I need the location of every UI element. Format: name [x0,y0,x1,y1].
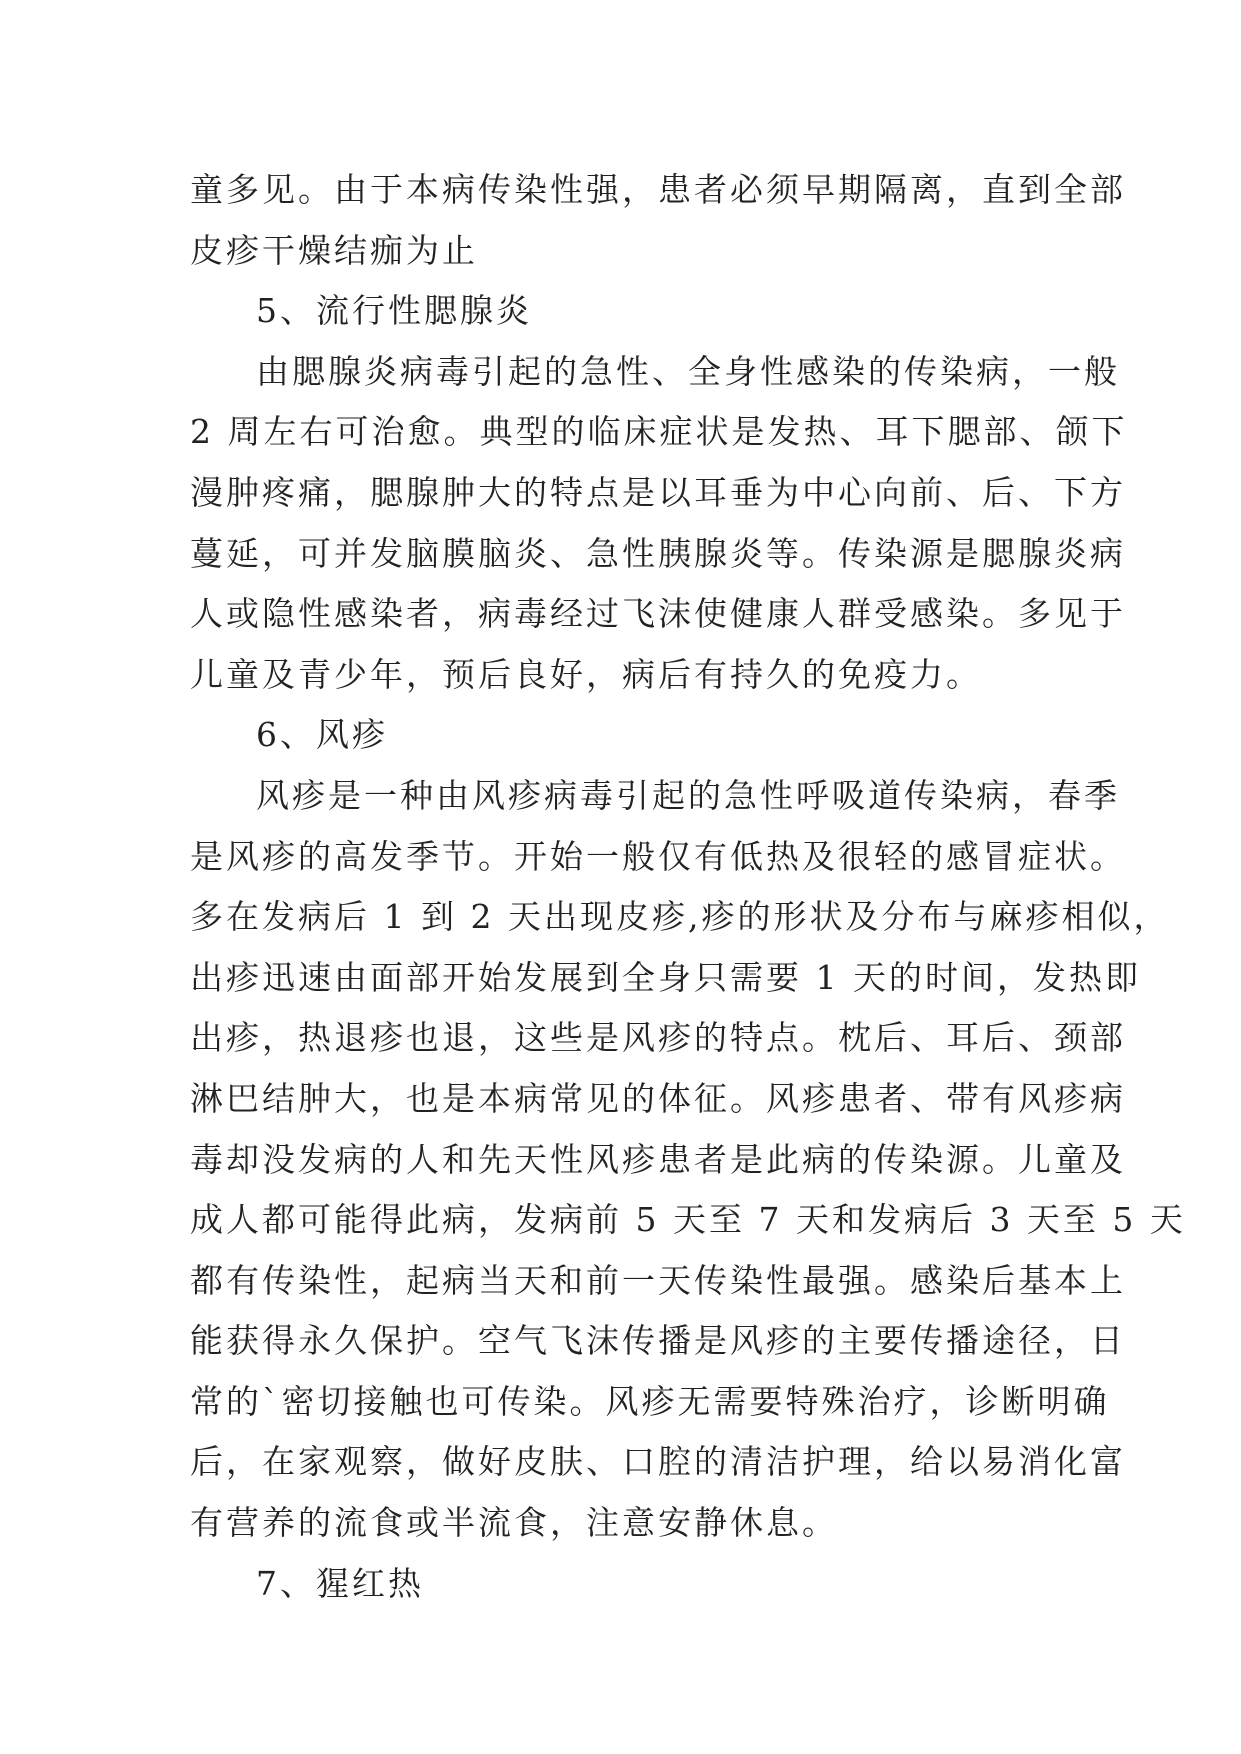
document-body [190,160,1186,1614]
paragraph-line: 是风疹的高发季节。开始一般仅有低热及很轻的感冒症状。 [190,836,1126,876]
paragraph-line: 人或隐性感染者，病毒经过飞沫使健康人群受感染。多见于 [190,594,1126,634]
section-heading-rubella: 6、风疹 [256,715,388,755]
paragraph-line: 都有传染性，起病当天和前一天传染性最强。感染后基本上 [190,1260,1126,1300]
paragraph-line: 淋巴结肿大，也是本病常见的体征。风疹患者、带有风疹病 [190,1078,1126,1118]
paragraph-line: 有营养的流食或半流食，注意安静休息。 [190,1503,838,1543]
paragraph-line: 成人都可能得此病，发病前 5 天至 7 天和发病后 3 天至 5 天 [190,1200,1186,1240]
paragraph-line: 儿童及青少年，预后良好，病后有持久的免疫力。 [190,654,982,694]
paragraph-line: 2 周左右可治愈。典型的临床症状是发热、耳下腮部、颌下 [190,412,1128,452]
paragraph-line: 后，在家观察，做好皮肤、口腔的清洁护理，给以易消化富 [190,1442,1126,1482]
paragraph-line: 常的`密切接触也可传染。风疹无需要特殊治疗，诊断明确 [190,1381,1110,1421]
paragraph-line: 童多见。由于本病传染性强，患者必须早期隔离，直到全部 [190,170,1126,209]
paragraph-line: 皮疹干燥结痂为止 [190,230,478,270]
paragraph-line: 多在发病后 1 到 2 天出现皮疹,疹的形状及分布与麻疹相似， [190,897,1170,937]
paragraph-line: 蔓延，可并发脑膜脑炎、急性胰腺炎等。传染源是腮腺炎病 [190,533,1126,573]
paragraph-line: 漫肿疼痛，腮腺肿大的特点是以耳垂为中心向前、后、下方 [190,472,1126,512]
paragraph-line: 毒却没发病的人和先天性风疹患者是此病的传染源。儿童及 [190,1139,1126,1179]
paragraph-line: 由腮腺炎病毒引起的急性、全身性感染的传染病，一般 [256,351,1120,391]
paragraph-line: 出疹迅速由面部开始发展到全身只需要 1 天的时间，发热即 [190,957,1141,997]
paragraph-line: 出疹，热退疹也退，这些是风疹的特点。枕后、耳后、颈部 [190,1018,1126,1058]
section-heading-mumps: 5、流行性腮腺炎 [256,291,532,331]
section-heading-scarlet-fever: 7、猩红热 [256,1563,424,1603]
paragraph-line: 风疹是一种由风疹病毒引起的急性呼吸道传染病，春季 [256,775,1120,815]
paragraph-line: 能获得永久保护。空气飞沫传播是风疹的主要传播途径，日 [190,1321,1126,1361]
